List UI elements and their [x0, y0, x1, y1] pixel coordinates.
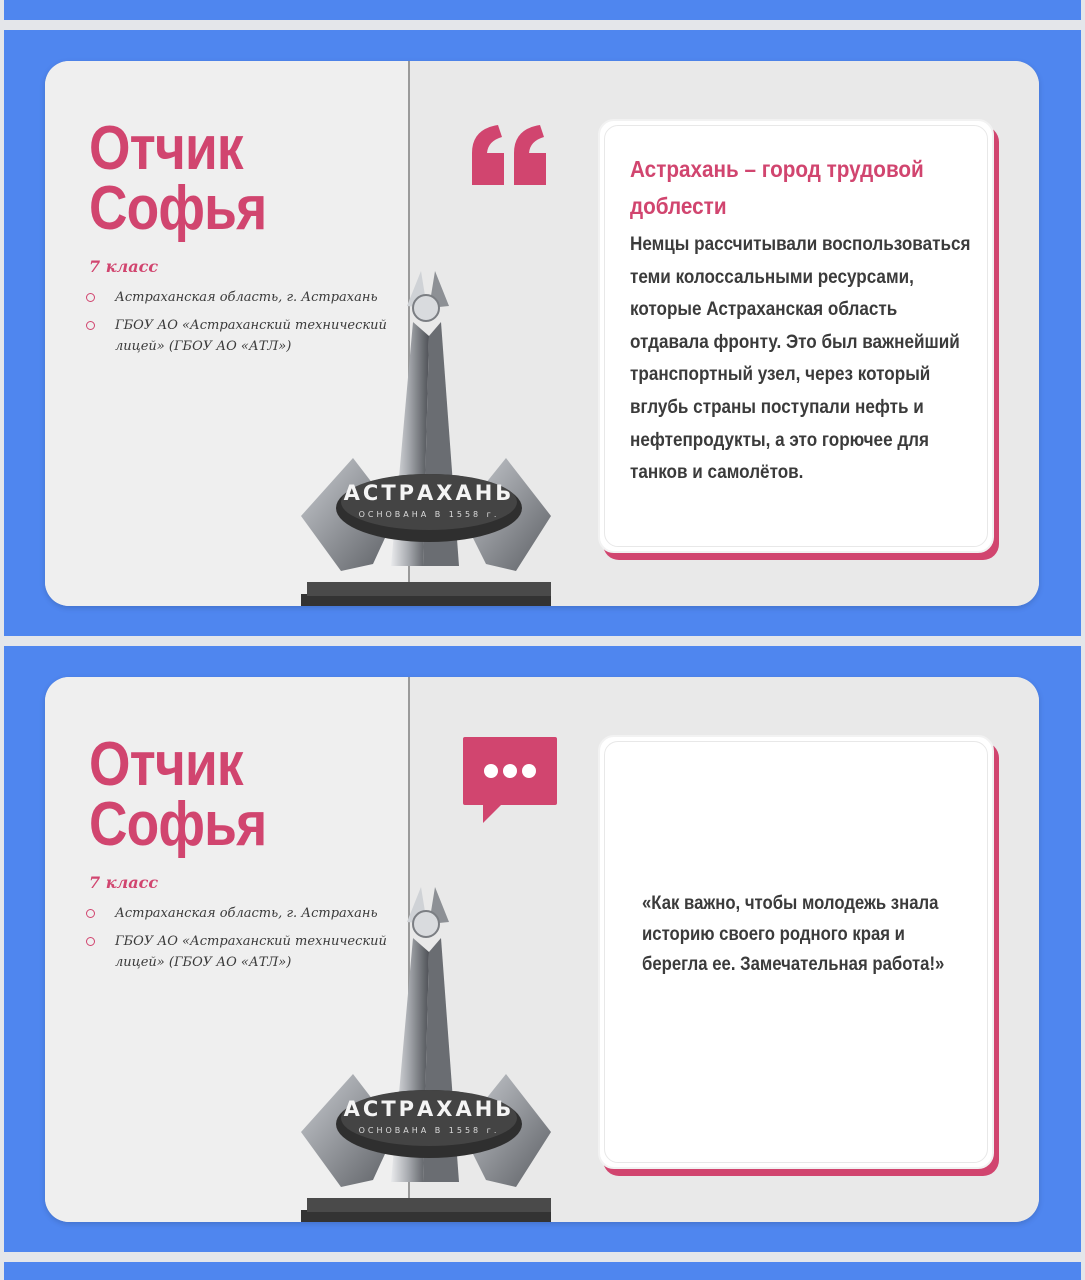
bullet-circle-icon — [86, 293, 95, 302]
student-name — [89, 114, 267, 243]
content-box — [598, 735, 994, 1169]
info-item-text: Астраханская область, г. Астрахань — [115, 290, 378, 305]
previous-slide-edge — [4, 0, 1081, 20]
monument-image — [301, 882, 561, 1222]
bullet-circle-icon — [86, 909, 95, 918]
info-item-text: ГБОУ АО «Астраханский технический лицей» (ГБОУ АО «АТЛ») — [115, 934, 387, 970]
slide-2 — [4, 646, 1081, 1252]
monument-title: АСТРАХАНЬ — [343, 1097, 515, 1121]
chat-bubble-icon — [461, 735, 559, 825]
student-grade: 7 класс — [89, 873, 159, 892]
bullet-circle-icon — [86, 321, 95, 330]
bullet-circle-icon — [86, 937, 95, 946]
monument-title: АСТРАХАНЬ — [343, 481, 515, 505]
student-name — [89, 730, 267, 859]
content-box — [598, 119, 994, 553]
quote-icon — [470, 123, 550, 187]
info-item-text: ГБОУ АО «Астраханский технический лицей» (ГБОУ АО «АТЛ») — [115, 318, 387, 354]
student-name-line2: Софья — [89, 174, 267, 243]
info-item-text: Астраханская область, г. Астрахань — [115, 906, 378, 921]
monument-image — [301, 266, 561, 606]
slide-card — [45, 61, 1039, 606]
slide-card — [45, 677, 1039, 1222]
student-grade: 7 класс — [89, 257, 159, 276]
monument-subtitle: ОСНОВАНА В 1558 г. — [358, 1126, 500, 1135]
student-name-line1: Отчик — [89, 730, 243, 799]
box-body-text: Немцы рассчитывали воспользоваться теми колоссальными ресурсами, которые Астраханская область отдавала фронту. Это был важнейший транспортный узел, через который вглубь страны поступали нефть и нефтепродукты, а это горючее для танков и самолётов. — [630, 234, 971, 484]
student-name-line2: Софья — [89, 790, 267, 859]
monument-subtitle: ОСНОВАНА В 1558 г. — [358, 510, 500, 519]
next-slide-edge — [4, 1262, 1081, 1280]
student-name-line1: Отчик — [89, 114, 243, 183]
review-quote: «Как важно, чтобы молодежь знала историю своего родного края и берегла ее. Замечательная работа!» — [642, 893, 945, 975]
slide-1 — [4, 30, 1081, 636]
box-heading: Астрахань – город трудовой доблести — [630, 156, 924, 219]
